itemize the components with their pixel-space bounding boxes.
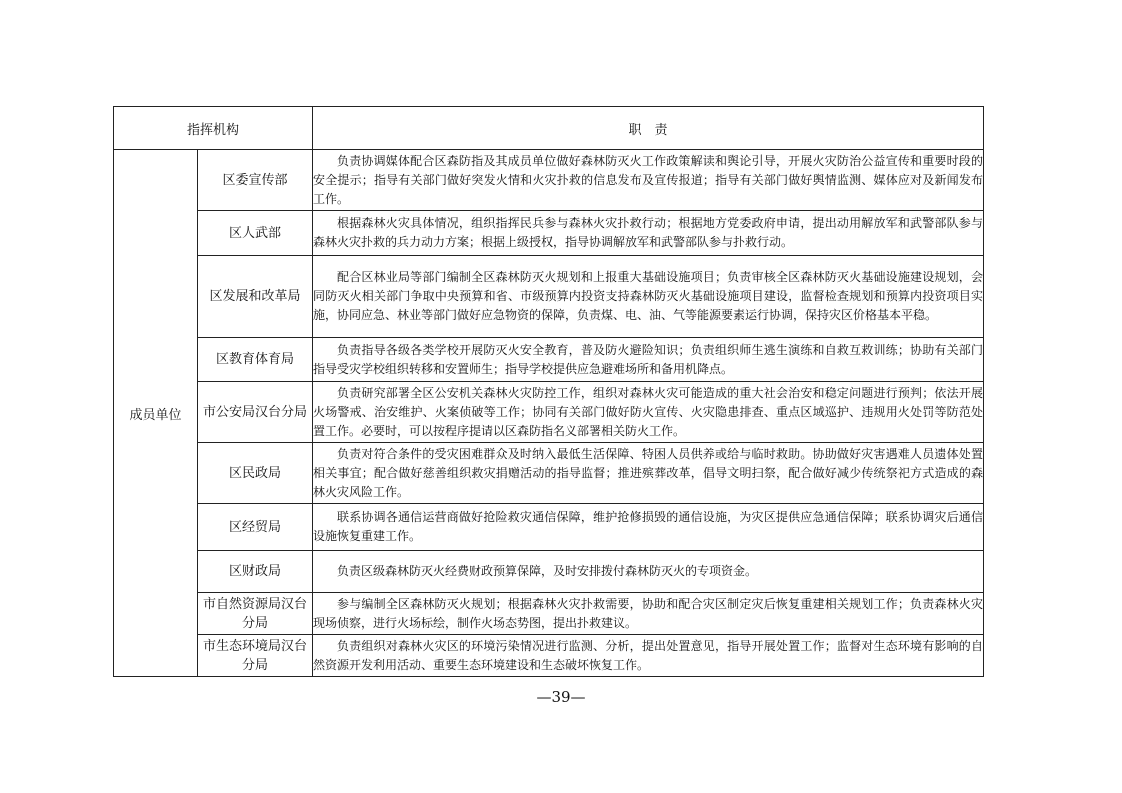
duty-cell: 负责协调媒体配合区森防指及其成员单位做好森林防灭火工作政策解读和舆论引导，开展火灾防治公益宣传和重要时段的安全提示；指导有关部门做好突发火情和火灾扑救的信息发布及宣传报道；指导有关部门做好舆情监测、媒体应对及新闻发布工作。 bbox=[313, 150, 984, 211]
table-row bbox=[114, 150, 984, 211]
org-cell: 区人武部 bbox=[198, 211, 313, 256]
duty-cell: 联系协调各通信运营商做好抢险救灾通信保障，维护抢修损毁的通信设施，为灾区提供应急通信保障；联系协调灾后通信设施恢复重建工作。 bbox=[313, 504, 984, 551]
duty-cell: 配合区林业局等部门编制全区森林防灭火规划和上报重大基础设施项目；负责审核全区森林防灭火基础设施建设规划，会同防灭火相关部门争取中央预算和省、市级预算内投资支持森林防灭火基础设施项目建设，监督检查规划和预算内投资项目实施，协同应急、林业等部门做好应急物资的保障，负责煤、电、油、气等能源要素运行协调，保持灾区价格基本平稳。 bbox=[313, 256, 984, 338]
duty-cell: 负责区级森林防灭火经费财政预算保障，及时安排拨付森林防灭火的专项资金。 bbox=[313, 551, 984, 593]
org-cell: 区发展和改革局 bbox=[198, 256, 313, 338]
duty-cell: 负责指导各级各类学校开展防灭火安全教育，普及防火避险知识；负责组织师生逃生演练和自救互救训练；协助有关部门指导受灾学校组织转移和安置师生；指导学校提供应急避难场所和备用机降点。 bbox=[313, 338, 984, 382]
table-row bbox=[114, 504, 984, 551]
header-org: 指挥机构 bbox=[114, 107, 313, 150]
duty-cell: 负责组织对森林火灾区的环境污染情况进行监测、分析，提出处置意见，指导开展处置工作；监督对生态环境有影响的自然资源开发利用活动、重要生态环境建设和生态破坏恢复工作。 bbox=[313, 635, 984, 677]
member-units-label: 成员单位 bbox=[114, 150, 198, 677]
page-number: —39— bbox=[536, 688, 586, 706]
table-row bbox=[114, 635, 984, 677]
duty-cell: 负责研究部署全区公安机关森林火灾防控工作，组织对森林火灾可能造成的重大社会治安和稳定问题进行预判；依法开展火场警戒、治安维护、火案侦破等工作；协同有关部门做好防火宣传、火灾隐患排查、重点区域巡护、违规用火处罚等防范处置工作。必要时，可以按程序提请以区森防指名义部署相关防火工作。 bbox=[313, 382, 984, 443]
org-cell: 区财政局 bbox=[198, 551, 313, 593]
table-row bbox=[114, 256, 984, 338]
header-duty: 职 责 bbox=[313, 107, 984, 150]
duty-cell: 根据森林火灾具体情况，组织指挥民兵参与森林火灾扑救行动；根据地方党委政府申请，提出动用解放军和武警部队参与森林火灾扑救的兵力动力方案；根据上级授权，指导协调解放军和武警部队参与扑救行动。 bbox=[313, 211, 984, 256]
table-row bbox=[114, 211, 984, 256]
org-cell: 市公安局汉台分局 bbox=[198, 382, 313, 443]
org-cell: 区委宣传部 bbox=[198, 150, 313, 211]
duty-table bbox=[113, 106, 984, 677]
table-row bbox=[114, 338, 984, 382]
table-row bbox=[114, 551, 984, 593]
table-row bbox=[114, 593, 984, 635]
org-cell: 市生态环境局汉台分局 bbox=[198, 635, 313, 677]
duty-cell: 负责对符合条件的受灾困难群众及时纳入最低生活保障、特困人员供养或给与临时救助。协助做好灾害遇难人员遗体处置相关事宜；配合做好慈善组织救灾捐赠活动的指导监督；推进殡葬改革，倡导文明扫祭，配合做好减少传统祭祀方式造成的森林火灾风险工作。 bbox=[313, 443, 984, 504]
org-cell: 区经贸局 bbox=[198, 504, 313, 551]
org-cell: 市自然资源局汉台分局 bbox=[198, 593, 313, 635]
duty-cell: 参与编制全区森林防灭火规划；根据森林火灾扑救需要，协助和配合灾区制定灾后恢复重建相关规划工作；负责森林火灾现场侦察，进行火场标绘，制作火场态势图，提出扑救建议。 bbox=[313, 593, 984, 635]
table-header-row bbox=[114, 107, 984, 150]
table-row bbox=[114, 443, 984, 504]
org-cell: 区民政局 bbox=[198, 443, 313, 504]
org-cell: 区教育体育局 bbox=[198, 338, 313, 382]
table-row bbox=[114, 382, 984, 443]
